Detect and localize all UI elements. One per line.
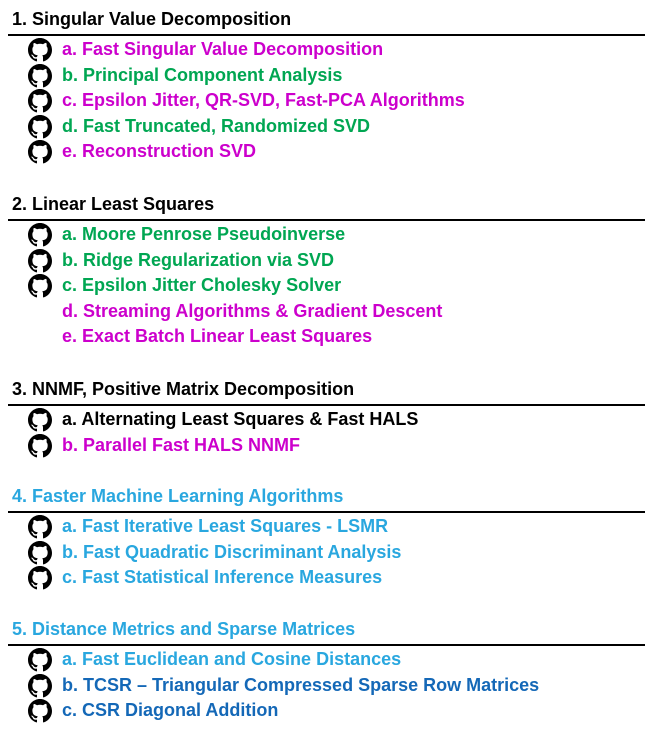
list-item[interactable] bbox=[0, 565, 645, 591]
item-label[interactable]: d. Fast Truncated, Randomized SVD bbox=[62, 115, 371, 136]
list-item[interactable] bbox=[0, 514, 645, 540]
item-label[interactable]: d. Streaming Algorithms & Gradient Descent bbox=[62, 300, 443, 321]
section-machine-learning bbox=[0, 485, 645, 591]
list-item[interactable] bbox=[0, 139, 645, 165]
section-heading: 4. Faster Machine Learning Algorithms bbox=[12, 486, 344, 506]
item-label[interactable]: e. Exact Batch Linear Least Squares bbox=[62, 326, 373, 346]
item-label[interactable]: b. TCSR – Triangular Compressed Sparse Row Matrices bbox=[62, 674, 540, 695]
list-item[interactable] bbox=[0, 540, 645, 566]
section-heading: 2. Linear Least Squares bbox=[12, 194, 215, 214]
item-label[interactable]: b. Principal Component Analysis bbox=[62, 64, 343, 85]
item-label[interactable]: a. Fast Iterative Least Squares - LSMR bbox=[62, 516, 389, 536]
section-nnmf bbox=[0, 378, 645, 458]
github-icon[interactable] bbox=[28, 515, 52, 539]
item-label[interactable]: b. Ridge Regularization via SVD bbox=[62, 249, 335, 270]
list-item[interactable] bbox=[0, 698, 645, 724]
github-icon[interactable] bbox=[28, 699, 52, 723]
section-divider bbox=[8, 219, 645, 221]
github-icon[interactable] bbox=[28, 64, 52, 88]
github-icon[interactable] bbox=[28, 223, 52, 247]
list-item[interactable] bbox=[0, 114, 645, 140]
github-icon[interactable] bbox=[28, 140, 52, 164]
github-icon[interactable] bbox=[28, 674, 52, 698]
item-label[interactable]: a. Fast Euclidean and Cosine Distances bbox=[62, 649, 402, 669]
list-item[interactable] bbox=[0, 37, 645, 63]
github-icon[interactable] bbox=[28, 274, 52, 298]
section-divider bbox=[8, 34, 645, 36]
item-label[interactable]: e. Reconstruction SVD bbox=[62, 141, 257, 161]
list-item[interactable] bbox=[0, 273, 645, 299]
github-icon[interactable] bbox=[28, 541, 52, 565]
item-label[interactable]: b. Parallel Fast HALS NNMF bbox=[62, 434, 301, 455]
item-label[interactable]: b. Fast Quadratic Discriminant Analysis bbox=[62, 541, 402, 562]
list-item[interactable] bbox=[0, 433, 645, 459]
item-label[interactable]: a. Alternating Least Squares & Fast HALS bbox=[62, 409, 419, 429]
section-svd bbox=[0, 8, 645, 165]
item-label[interactable]: c. Epsilon Jitter, QR-SVD, Fast-PCA Algorithms bbox=[62, 90, 465, 110]
section-heading: 5. Distance Metrics and Sparse Matrices bbox=[12, 619, 356, 639]
list-item[interactable] bbox=[0, 222, 645, 248]
github-icon[interactable] bbox=[28, 648, 52, 672]
section-least-squares bbox=[0, 193, 645, 350]
section-divider bbox=[8, 644, 645, 646]
github-icon[interactable] bbox=[28, 115, 52, 139]
github-icon[interactable] bbox=[28, 566, 52, 590]
item-label[interactable]: c. CSR Diagonal Addition bbox=[62, 700, 279, 720]
list-item[interactable] bbox=[0, 673, 645, 699]
github-icon[interactable] bbox=[28, 89, 52, 113]
section-divider bbox=[8, 404, 645, 406]
list-item[interactable] bbox=[0, 63, 645, 89]
list-item[interactable] bbox=[0, 88, 645, 114]
item-label[interactable]: c. Epsilon Jitter Cholesky Solver bbox=[62, 275, 342, 295]
list-item[interactable] bbox=[0, 407, 645, 433]
section-heading: 3. NNMF, Positive Matrix Decomposition bbox=[12, 379, 355, 399]
github-icon[interactable] bbox=[28, 38, 52, 62]
github-icon[interactable] bbox=[28, 408, 52, 432]
list-item[interactable] bbox=[0, 248, 645, 274]
item-label[interactable]: a. Moore Penrose Pseudoinverse bbox=[62, 224, 346, 244]
section-distance-metrics bbox=[0, 618, 645, 724]
list-item[interactable] bbox=[0, 299, 645, 325]
github-icon[interactable] bbox=[28, 249, 52, 273]
section-divider bbox=[8, 511, 645, 513]
github-icon[interactable] bbox=[28, 434, 52, 458]
item-label[interactable]: a. Fast Singular Value Decomposition bbox=[62, 39, 384, 59]
list-item[interactable] bbox=[0, 324, 645, 350]
section-heading: 1. Singular Value Decomposition bbox=[12, 9, 292, 29]
item-label[interactable]: c. Fast Statistical Inference Measures bbox=[62, 567, 383, 587]
list-item[interactable] bbox=[0, 647, 645, 673]
